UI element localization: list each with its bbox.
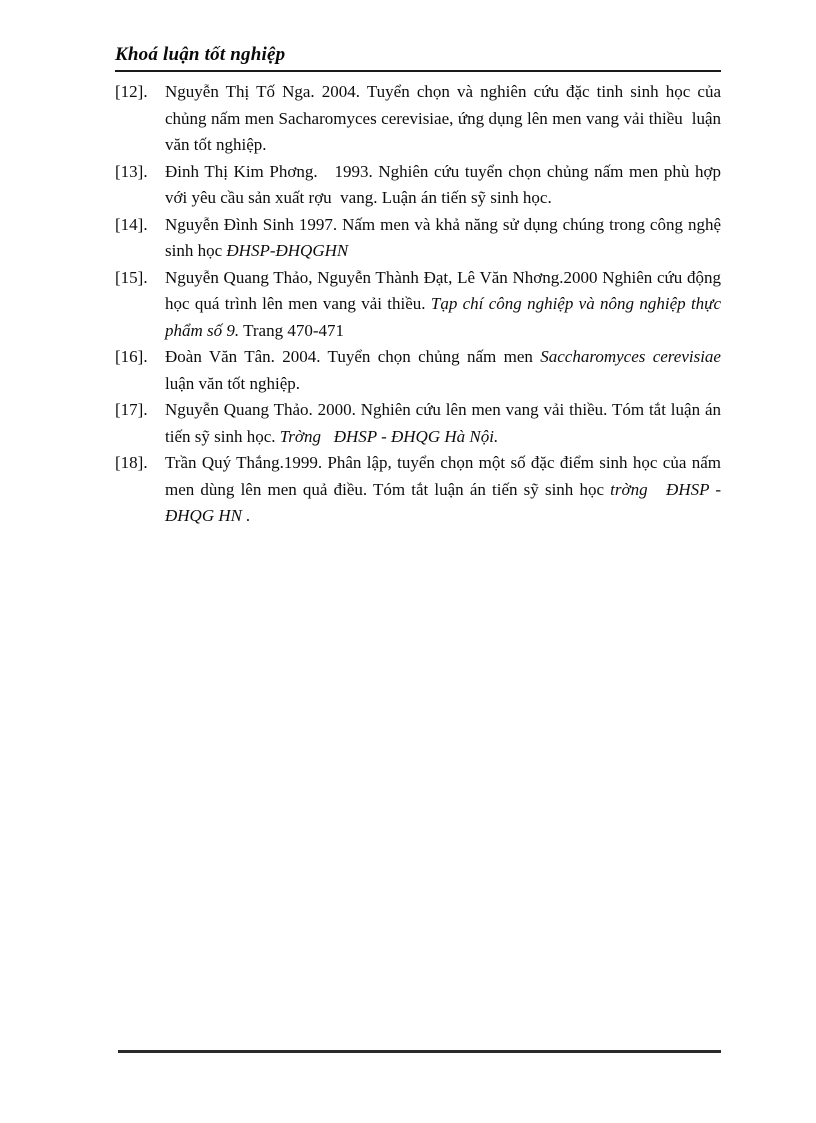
reference-label: [17]. (115, 400, 148, 419)
reference-text: Đinh Thị Kim Phơng. 1993. Nghiên cứu tuyển chọn chủng nấm men phù hợp với yêu cầu sản xuất rợu vang. Luận án tiến sỹ sinh học. (165, 161, 721, 207)
reference-label: [12]. (115, 82, 148, 101)
reference-item (115, 79, 721, 159)
reference-text-italic: Saccharomyces cerevisiae (540, 347, 721, 366)
reference-text: Nguyễn Thị Tố Nga. 2004. Tuyển chọn và nghiên cứu đặc tinh sinh học của chủng nấm men Sacharomyces cerevisiae, ứng dụng lên men vang vải thiều luận văn tốt nghiệp. (165, 82, 721, 154)
reference-label: [13]. (115, 161, 148, 181)
reference-text: Nguyễn Quang Thảo. 2000. Nghiên cứu lên men vang vải thiều. Tóm tắt luận án tiến sỹ sinh học. (165, 400, 721, 446)
reference-item (115, 159, 721, 212)
reference-text: Trần Quý Thắng.1999. Phân lập, tuyển chọn một số đặc điểm sinh học của nấm men dùng lên men quả điều. Tóm tắt luận án tiến sỹ sinh học (165, 453, 721, 499)
reference-item (115, 450, 721, 530)
reference-text-italic: ĐHSP-ĐHQGHN (226, 241, 349, 260)
content-area (115, 44, 721, 530)
header-rule (115, 70, 721, 72)
reference-label: [14]. (115, 214, 148, 234)
reference-text: Nguyễn Đình Sinh 1997. Nấm men và khả năng sử dụng chúng trong công nghệ sinh học (165, 214, 721, 260)
reference-text: luận văn tốt nghiệp. (165, 373, 301, 393)
reference-label: [18]. (115, 453, 148, 472)
reference-item (115, 397, 721, 450)
reference-item (115, 265, 721, 345)
reference-label: [16]. (115, 347, 148, 366)
reference-item (115, 344, 721, 397)
references-list (115, 79, 721, 530)
footer-rule (118, 1050, 721, 1053)
reference-text-italic: trờng ĐHSP - ĐHQG HN . (165, 479, 721, 525)
reference-item (115, 212, 721, 265)
reference-text: Đoàn Văn Tân. 2004. Tuyển chọn chủng nấm men (165, 347, 541, 366)
reference-text: Trang 470-471 (239, 320, 345, 340)
page-title: Khoá luận tốt nghiệp (115, 44, 286, 65)
document-header (115, 44, 721, 72)
reference-text: Nguyễn Quang Thảo, Nguyễn Thành Đạt, Lê Văn Nhơng.2000 Nghiên cứu động học quá trình lên men vang vải thiều. (165, 267, 721, 313)
reference-label: [15]. (115, 267, 148, 287)
reference-text-italic: Tạp chí công nghiệp và nông nghiệp thực phẩm số 9. (165, 294, 721, 340)
reference-text-italic: Trờng ĐHSP - ĐHQG Hà Nội. (279, 426, 499, 446)
